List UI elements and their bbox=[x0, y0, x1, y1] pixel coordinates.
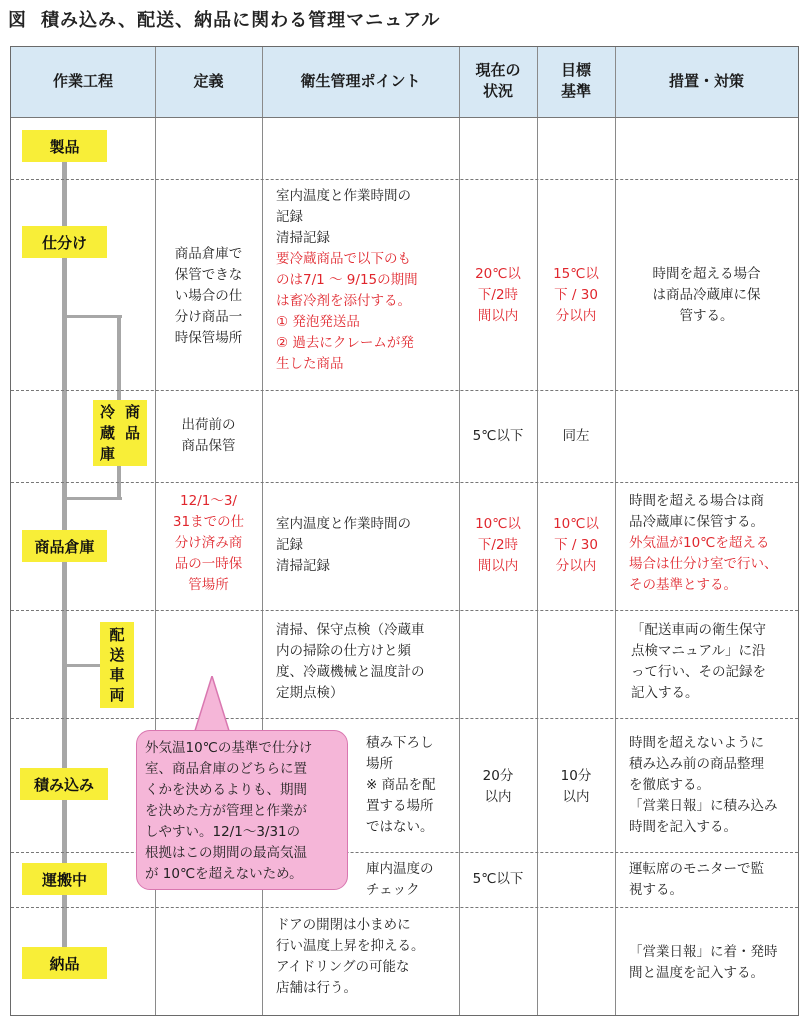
header-target: 目標 基準 bbox=[560, 61, 591, 100]
step-delivery: 納品 bbox=[22, 947, 107, 979]
warehouse-hygiene: 室内温度と作業時間の 記録 清掃記録 bbox=[276, 516, 411, 574]
loading-hygiene: 積み下ろし 場所 ※ 商品を配 置する場所 ではない。 bbox=[366, 735, 436, 835]
sort-definition: 商品倉庫で 保管できな い場合の仕 分け商品一 時保管場所 bbox=[174, 246, 243, 346]
warehouse-target: 10℃以 下 / 30 分以内 bbox=[553, 516, 599, 574]
header-process: 作業工程 bbox=[52, 72, 113, 90]
header-hygiene: 衛生管理ポイント bbox=[300, 72, 421, 90]
transport-current: 5℃以下 bbox=[472, 871, 524, 887]
fridge-definition: 出荷前の 商品保管 bbox=[181, 417, 236, 454]
delivery-hygiene: ドアの開閉は小まめに 行い温度上昇を抑える。 アイドリングの可能な 店舗は行う。 bbox=[276, 917, 425, 996]
transport-measures: 運転席のモニターで監 視する。 bbox=[629, 861, 764, 898]
figure-title bbox=[8, 6, 440, 32]
fridge-current: 5℃以下 bbox=[472, 428, 524, 444]
callout-note: 外気温10℃の基準で仕分け 室、商品倉庫のどちらに置 くかを決めるよりも、期間 を決めた方が管理と作業が しやすい。12/1〜3/31の 根拠はこの期間の最高気温 が 10℃を超えないため。 bbox=[136, 730, 348, 890]
vehicle-hygiene: 清掃、保守点検（冷蔵車 内の掃除の仕方けと頻 度、冷蔵機械と温度計の 定期点検） bbox=[276, 622, 425, 701]
step-warehouse: 商品倉庫 bbox=[22, 530, 107, 562]
fridge-target: 同左 bbox=[562, 428, 590, 444]
loading-current: 20分 以内 bbox=[482, 768, 514, 805]
step-loading: 積み込み bbox=[20, 768, 108, 800]
step-transport: 運搬中 bbox=[22, 863, 107, 895]
figure-title-text: 積み込み、配送、納品に関わる管理マニュアル bbox=[41, 10, 441, 31]
warehouse-measures: 時間を超える場合は商 品冷蔵庫に保管する。 外気温が10℃を超える 場合は仕分け室で行い、 その基準とする。 bbox=[629, 493, 778, 593]
loading-target: 10分 以内 bbox=[560, 768, 592, 805]
loading-measures: 時間を超えないように 積み込み前の商品整理 を徹底する。 「営業日報」に積み込み 時間を記入する。 bbox=[629, 735, 778, 835]
step-sort: 仕分け bbox=[22, 226, 107, 258]
figure-label: 図 bbox=[8, 10, 27, 31]
vehicle-measures: 「配送車両の衛生保守 点検マニュアル」に沿 って行い、その記録を 記入する。 bbox=[631, 622, 766, 701]
step-vehicle: 配 送 車 両 bbox=[100, 622, 134, 708]
step-fridge: 冷 商 蔵 品 庫 bbox=[93, 400, 147, 466]
transport-hygiene: 庫内温度の チェック bbox=[366, 861, 434, 898]
header-definition: 定義 bbox=[193, 72, 224, 90]
sort-current: 20℃以 下/2時 間以内 bbox=[475, 266, 521, 324]
sort-hygiene: 室内温度と作業時間の 記録 清掃記録 要冷蔵商品で以下のも のは7/1 〜 9/15の期間 は畜冷剤を添付する。 ① 発泡発送品 ② 過去にクレームが発 生した商品 bbox=[276, 188, 418, 372]
sort-measures: 時間を超える場合 は商品冷蔵庫に保 管する。 bbox=[652, 266, 761, 324]
delivery-measures: 「営業日報」に着・発時 間と温度を記入する。 bbox=[629, 944, 778, 981]
sort-target: 15℃以 下 / 30 分以内 bbox=[553, 266, 599, 324]
header-current: 現在の 状況 bbox=[475, 61, 521, 100]
warehouse-definition: 12/1〜3/ 31までの仕 分け済み商 品の一時保 管場所 bbox=[172, 493, 245, 593]
callout-pointer bbox=[192, 676, 232, 734]
warehouse-current: 10℃以 下/2時 間以内 bbox=[475, 516, 521, 574]
header-measures: 措置・対策 bbox=[668, 72, 744, 90]
step-product: 製品 bbox=[22, 130, 107, 162]
